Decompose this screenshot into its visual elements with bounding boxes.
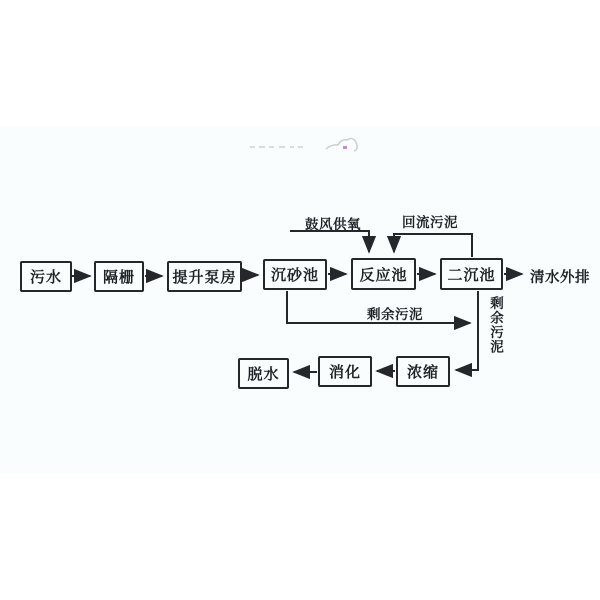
arrow-return-sludge xyxy=(394,234,472,257)
watermark-artifact-dot xyxy=(343,146,347,149)
node-thickening: 浓缩 xyxy=(396,356,450,387)
label-excess-sludge-vertical: 剩余污泥 xyxy=(487,296,503,354)
label-effluent-discharge: 清水外排 xyxy=(530,270,590,286)
node-sewage: 污水 xyxy=(20,261,72,292)
node-secondary-clarifier: 二沉池 xyxy=(440,258,503,290)
node-dewatering: 脱水 xyxy=(238,358,289,389)
node-reaction-tank: 反应池 xyxy=(351,258,416,290)
label-excess-sludge: 剩余污泥 xyxy=(367,307,423,323)
node-bar-screen: 隔栅 xyxy=(94,261,144,292)
node-grit-chamber: 沉砂池 xyxy=(263,259,327,290)
node-digestion: 消化 xyxy=(318,356,372,387)
arrow-excess-sludge-erchen xyxy=(456,291,478,370)
label-return-sludge: 回流污泥 xyxy=(402,215,458,231)
node-lift-pump-station: 提升泵房 xyxy=(167,261,242,292)
arrow-blast-oxygen xyxy=(290,231,369,252)
label-blast-oxygen: 鼓风供氧 xyxy=(305,217,361,233)
watermark-artifact-squiggle xyxy=(326,138,357,151)
